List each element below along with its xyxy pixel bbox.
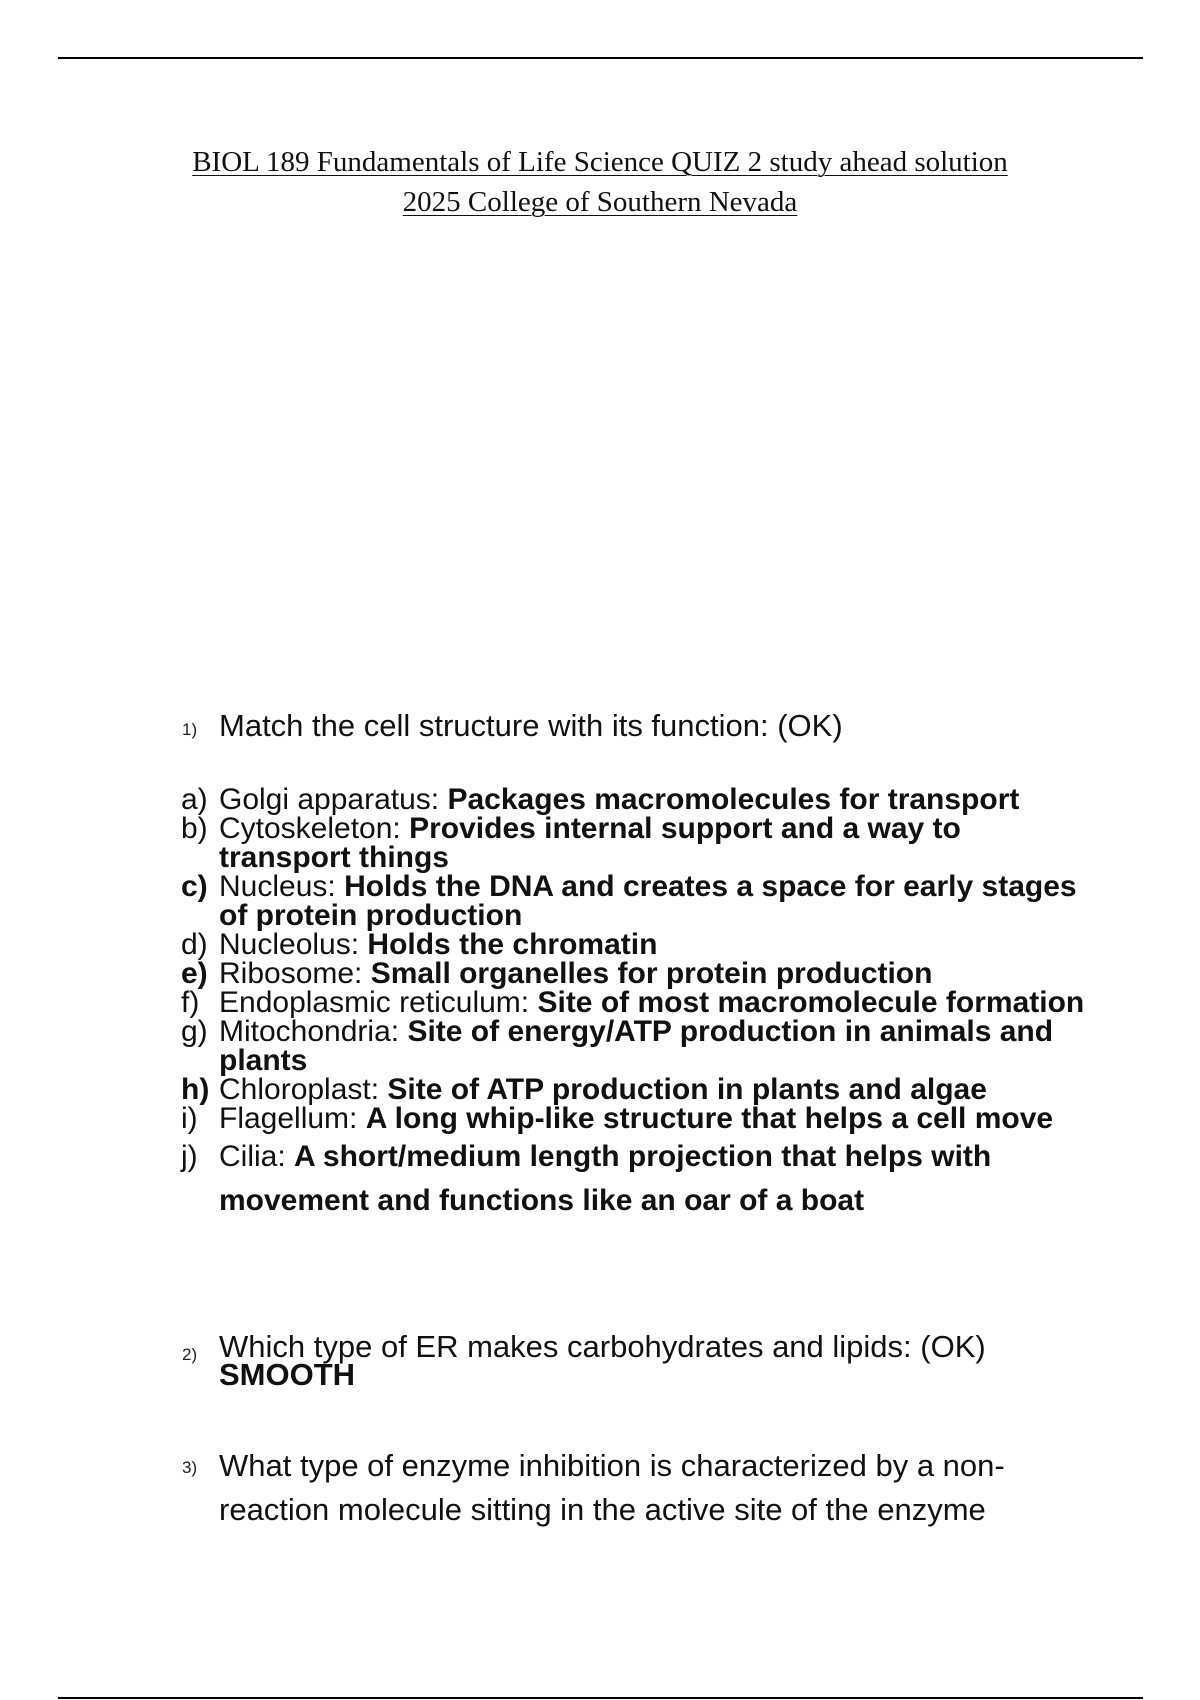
item-term: Cilia: xyxy=(219,1140,295,1173)
list-item xyxy=(181,957,1089,990)
answer-text: SMOOTH xyxy=(219,1357,356,1392)
item-term: Golgi apparatus: xyxy=(219,783,448,816)
item-term: Mitochondria: xyxy=(219,1015,408,1048)
item-letter: i) xyxy=(181,1102,198,1135)
list-item xyxy=(181,928,1089,961)
title-line-1: BIOL 189 Fundamentals of Life Science QUIZ 2 study ahead solution xyxy=(192,146,1008,178)
item-term: Ribosome: xyxy=(219,957,371,990)
list-item xyxy=(181,870,1089,932)
item-definition: Site of energy/ATP production in animals and plants xyxy=(219,1015,1054,1077)
item-letter: e) xyxy=(181,957,208,990)
list-item xyxy=(181,1015,1089,1077)
item-definition: A long whip-like structure that helps a cell move xyxy=(365,1102,1054,1135)
item-term: Endoplasmic reticulum: xyxy=(219,986,538,1019)
item-letter: b) xyxy=(181,812,208,845)
question-number: 2) xyxy=(182,1345,198,1364)
item-definition: Site of ATP production in plants and algae xyxy=(387,1073,987,1106)
question-text: Which type of ER makes carbohydrates and lipids: (OK) xyxy=(219,1329,986,1364)
document-title xyxy=(0,142,1200,222)
list-item xyxy=(181,783,1089,816)
item-definition: Site of most macromolecule formation xyxy=(537,986,1085,1019)
top-rule xyxy=(58,57,1143,59)
item-term: Nucleus: xyxy=(219,870,345,903)
item-definition: Holds the DNA and creates a space for early stages of protein production xyxy=(219,870,1077,932)
item-letter: f) xyxy=(181,986,200,1019)
question-body xyxy=(219,1329,1099,1392)
title-line-2: 2025 College of Southern Nevada xyxy=(402,186,798,218)
list-item xyxy=(181,986,1089,1019)
question-text: What type of enzyme inhibition is characterized by a non-reaction molecule sitting in the active site of the enzyme xyxy=(219,1448,1005,1527)
item-term: Flagellum: xyxy=(219,1102,366,1135)
item-letter: h) xyxy=(181,1073,210,1106)
item-letter: a) xyxy=(181,783,208,816)
list-item xyxy=(181,1073,1089,1106)
question-number: 3) xyxy=(182,1458,198,1477)
match-list xyxy=(0,785,1200,1223)
item-letter: c) xyxy=(181,870,208,903)
list-item xyxy=(181,1102,1089,1135)
item-term: Nucleolus: xyxy=(219,928,368,961)
item-definition: Packages macromolecules for transport xyxy=(447,783,1020,816)
item-letter: j) xyxy=(181,1140,198,1173)
item-letter: d) xyxy=(181,928,208,961)
item-term: Chloroplast: xyxy=(219,1073,388,1106)
item-definition: Small organelles for protein production xyxy=(370,957,933,990)
item-definition: A short/medium length projection that helps with movement and functions like an oar of a boat xyxy=(219,1140,992,1217)
question-text: Match the cell structure with its function: (OK) xyxy=(219,708,843,743)
item-term: Cytoskeleton: xyxy=(219,812,410,845)
list-item xyxy=(181,812,1089,874)
list-item xyxy=(181,1135,1089,1223)
bottom-rule xyxy=(58,1697,1143,1699)
item-definition: Provides internal support and a way to transport things xyxy=(219,812,961,874)
item-definition: Holds the chromatin xyxy=(367,928,658,961)
item-letter: g) xyxy=(181,1015,208,1048)
question-number: 1) xyxy=(182,720,198,739)
